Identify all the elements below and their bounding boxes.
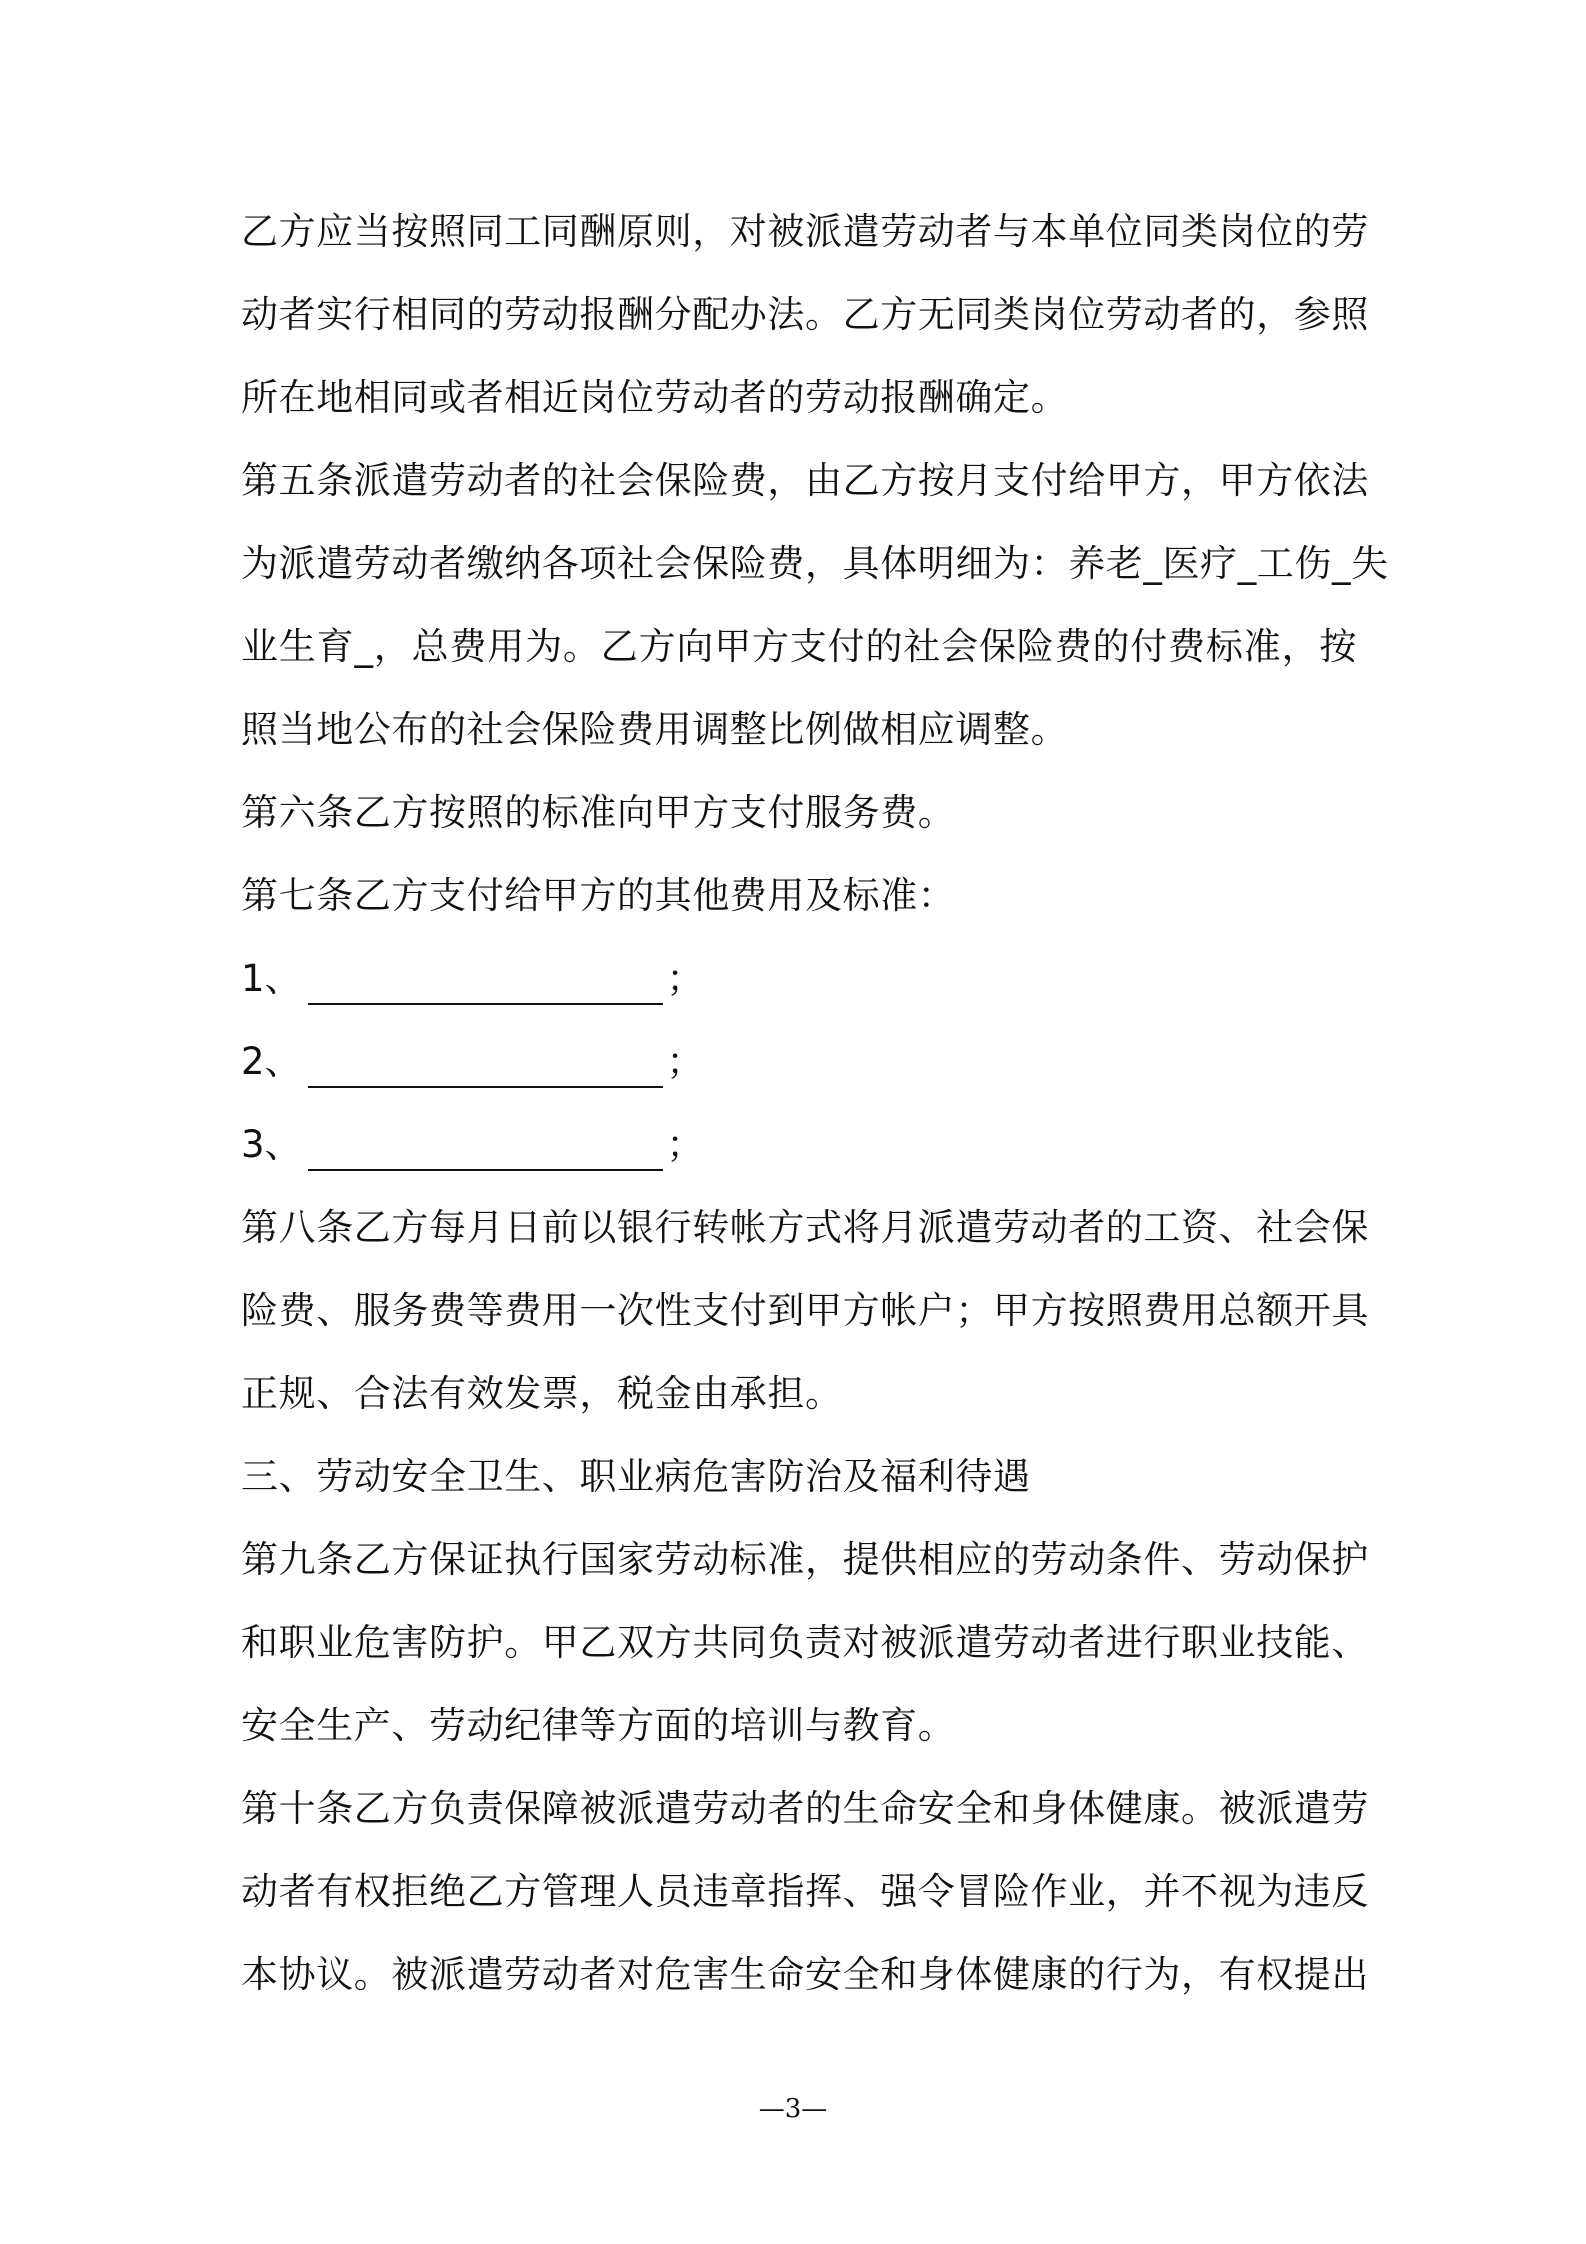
article-8-line: 险费、服务费等费用一次性支付到甲方帐户；甲方按照费用总额开具 [241, 1289, 1369, 1332]
article-9-line: 和职业危害防护。甲乙双方共同负责对被派遣劳动者进行职业技能、 [241, 1621, 1369, 1664]
fill-in-blank [308, 957, 663, 1005]
article-5-line: 第五条派遣劳动者的社会保险费，由乙方按月支付给甲方，甲方依法 [241, 459, 1369, 502]
fill-in-blank [308, 1123, 663, 1171]
article-9-line: 安全生产、劳动纪律等方面的培训与教育。 [241, 1704, 956, 1747]
article-9-line: 第九条乙方保证执行国家劳动标准，提供相应的劳动条件、劳动保护 [241, 1538, 1369, 1581]
page-number: —3— [758, 2094, 828, 2124]
fill-in-blank [308, 1040, 663, 1088]
paragraph-line: 所在地相同或者相近岗位劳动者的劳动报酬确定。 [241, 376, 1069, 419]
article-5-line: 为派遣劳动者缴纳各项社会保险费，具体明细为：养老_医疗_工伤_失 [241, 542, 1389, 585]
article-10-line: 动者有权拒绝乙方管理人员违章指挥、强令冒险作业，并不视为违反 [241, 1870, 1369, 1913]
paragraph-line: 动者实行相同的劳动报酬分配办法。乙方无同类岗位劳动者的，参照 [241, 293, 1369, 336]
list-terminator: ； [666, 957, 704, 1000]
list-number: 3、 [241, 1123, 302, 1166]
article-8-line: 第八条乙方每月日前以银行转帐方式将月派遣劳动者的工资、社会保 [241, 1206, 1369, 1249]
section-heading: 三、劳动安全卫生、职业病危害防治及福利待遇 [241, 1455, 1031, 1498]
fee-list-item [241, 1119, 704, 1171]
article-6-line: 第六条乙方按照的标准向甲方支付服务费。 [241, 791, 956, 834]
article-5-line: 照当地公布的社会保险费用调整比例做相应调整。 [241, 708, 1069, 751]
fee-list-item [241, 1036, 704, 1088]
list-terminator: ； [666, 1040, 704, 1083]
article-10-line: 第十条乙方负责保障被派遣劳动者的生命安全和身体健康。被派遣劳 [241, 1787, 1369, 1830]
list-number: 2、 [241, 1040, 302, 1083]
article-5-line: 业生育_，总费用为。乙方向甲方支付的社会保险费的付费标准，按 [241, 625, 1357, 668]
list-terminator: ； [666, 1123, 704, 1166]
article-7-line: 第七条乙方支付给甲方的其他费用及标准： [241, 874, 956, 917]
paragraph-line: 乙方应当按照同工同酬原则，对被派遣劳动者与本单位同类岗位的劳 [241, 210, 1369, 253]
article-8-line: 正规、合法有效发票，税金由承担。 [241, 1372, 843, 1415]
list-number: 1、 [241, 957, 302, 1000]
fee-list-item [241, 953, 704, 1005]
article-10-line: 本协议。被派遣劳动者对危害生命安全和身体健康的行为，有权提出 [241, 1953, 1369, 1996]
